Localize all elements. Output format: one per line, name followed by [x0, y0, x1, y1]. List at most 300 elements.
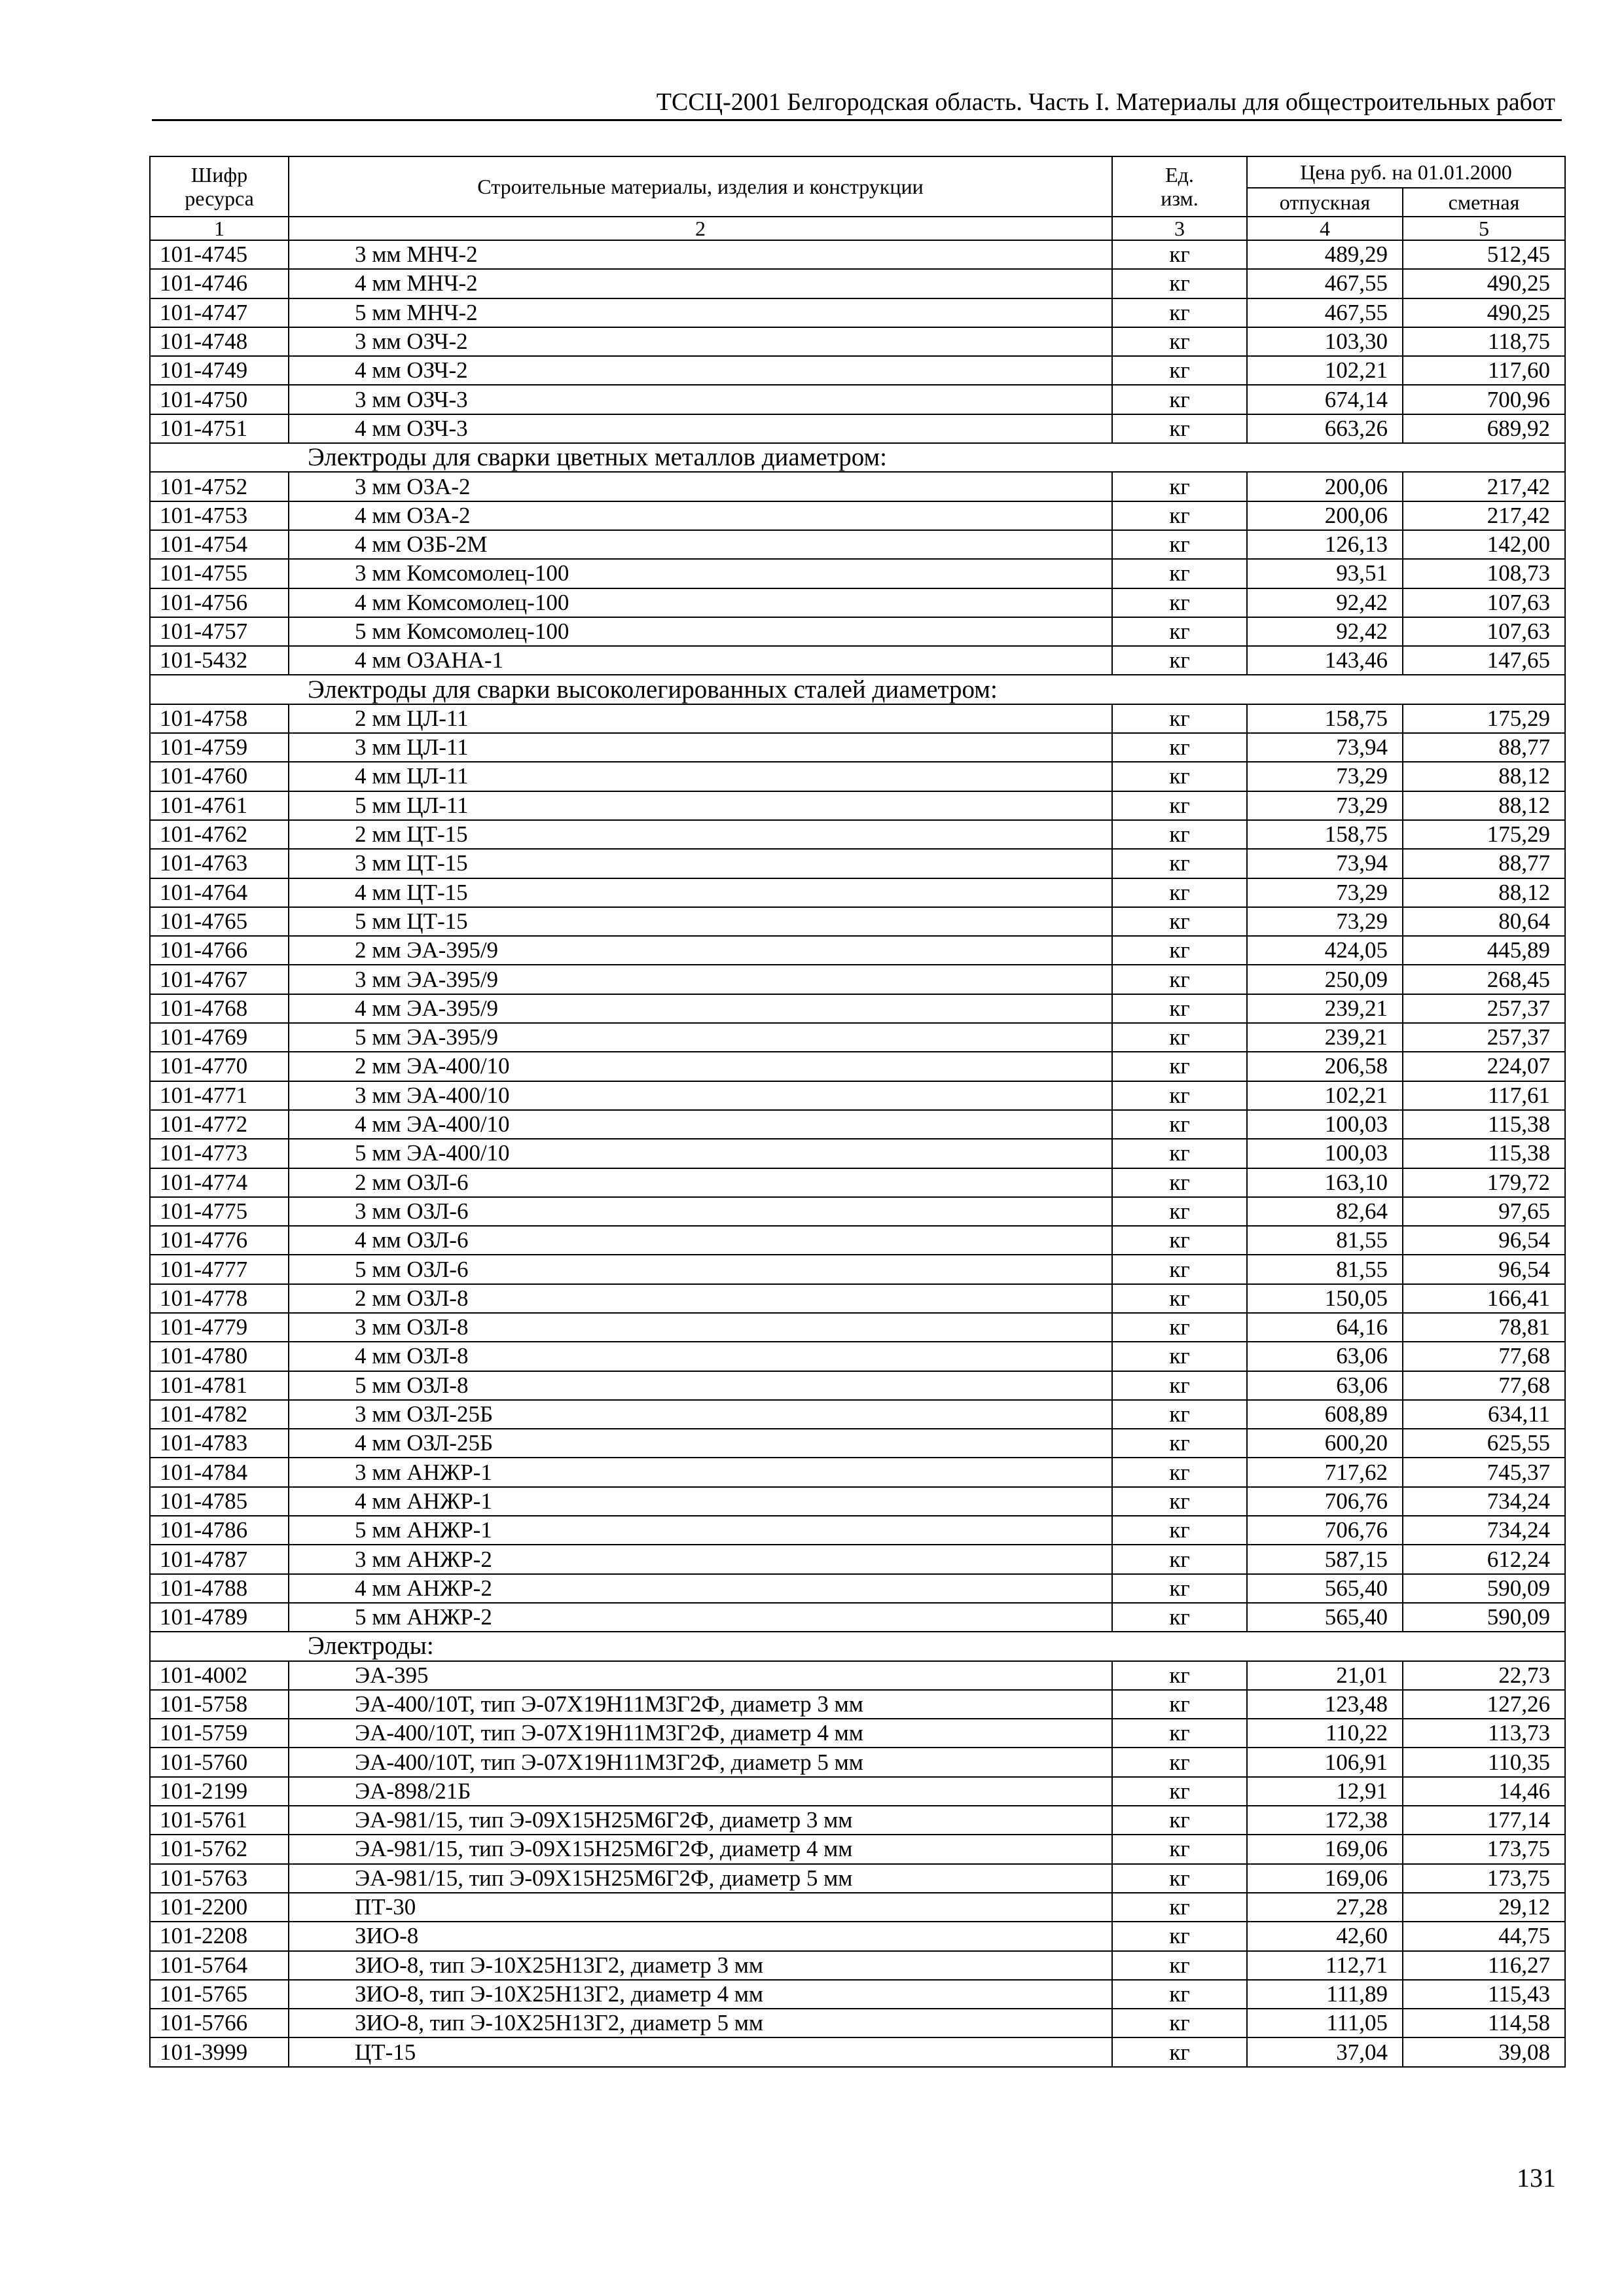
cell-code: 101-4746 [150, 269, 289, 298]
cell-name: 4 мм ОЗАНА-1 [289, 646, 1112, 675]
cell-code: 101-2200 [150, 1893, 289, 1922]
cell-name: 4 мм ЦЛ-11 [289, 762, 1112, 791]
cell-unit: кг [1112, 1226, 1247, 1255]
cell-release-price: 206,58 [1247, 1052, 1403, 1081]
cell-release-price: 100,03 [1247, 1110, 1403, 1139]
cell-code: 101-2199 [150, 1777, 289, 1806]
table-row [150, 472, 1565, 501]
cell-code: 101-4769 [150, 1023, 289, 1052]
cell-name: 3 мм ОЗЧ-3 [289, 385, 1112, 414]
cell-release-price: 467,55 [1247, 298, 1403, 327]
cell-code: 101-4789 [150, 1603, 289, 1632]
cell-unit: кг [1112, 1139, 1247, 1168]
cell-unit: кг [1112, 936, 1247, 965]
cell-code: 101-4770 [150, 1052, 289, 1081]
cell-estimate-price: 224,07 [1403, 1052, 1565, 1081]
cell-name: ЭА-898/21Б [289, 1777, 1112, 1806]
cell-estimate-price: 173,75 [1403, 1864, 1565, 1893]
cell-unit: кг [1112, 1719, 1247, 1748]
table-row [150, 2009, 1565, 2037]
cell-code: 101-4787 [150, 1545, 289, 1573]
cell-unit: кг [1112, 1052, 1247, 1081]
cell-unit: кг [1112, 1922, 1247, 1950]
table-row [150, 1545, 1565, 1573]
cell-unit: кг [1112, 617, 1247, 646]
cell-release-price: 239,21 [1247, 1023, 1403, 1052]
cell-code: 101-5764 [150, 1951, 289, 1980]
cell-release-price: 587,15 [1247, 1545, 1403, 1573]
table-body [150, 240, 1565, 2067]
cell-code: 101-4750 [150, 385, 289, 414]
cell-code: 101-4760 [150, 762, 289, 791]
cell-unit: кг [1112, 1429, 1247, 1458]
cell-estimate-price: 113,73 [1403, 1719, 1565, 1748]
table-row [150, 762, 1565, 791]
table-row [150, 530, 1565, 559]
cell-code: 101-4767 [150, 965, 289, 994]
cell-unit: кг [1112, 1458, 1247, 1486]
cell-unit: кг [1112, 1284, 1247, 1313]
cell-code: 101-5758 [150, 1690, 289, 1719]
cell-name: ЦТ-15 [289, 2037, 1112, 2066]
table-row [150, 1052, 1565, 1081]
cell-estimate-price: 29,12 [1403, 1893, 1565, 1922]
table-row [150, 1893, 1565, 1922]
cell-estimate-price: 22,73 [1403, 1661, 1565, 1690]
cell-estimate-price: 734,24 [1403, 1516, 1565, 1545]
cell-release-price: 81,55 [1247, 1226, 1403, 1255]
cell-release-price: 200,06 [1247, 501, 1403, 530]
cell-unit: кг [1112, 472, 1247, 501]
cell-estimate-price: 88,77 [1403, 733, 1565, 762]
table-row [150, 1777, 1565, 1806]
cell-name: 4 мм ОЗЧ-3 [289, 414, 1112, 443]
cell-release-price: 150,05 [1247, 1284, 1403, 1313]
cell-name: 5 мм ЭА-395/9 [289, 1023, 1112, 1052]
header-name: Строительные материалы, изделия и конструкции [289, 156, 1112, 217]
table-row [150, 1864, 1565, 1893]
cell-name: 4 мм ЭА-400/10 [289, 1110, 1112, 1139]
cell-name: 3 мм ОЗЛ-8 [289, 1313, 1112, 1342]
cell-estimate-price: 700,96 [1403, 385, 1565, 414]
table-row [150, 1110, 1565, 1139]
cell-release-price: 163,10 [1247, 1168, 1403, 1197]
header-estimate: сметная [1403, 188, 1565, 217]
cell-name: ЭА-400/10Т, тип Э-07Х19Н11М3Г2Ф, диаметр 4 мм [289, 1719, 1112, 1748]
cell-unit: кг [1112, 1516, 1247, 1545]
cell-estimate-price: 115,43 [1403, 1980, 1565, 2009]
table-row [150, 1371, 1565, 1400]
cell-release-price: 73,29 [1247, 878, 1403, 907]
table-row [150, 385, 1565, 414]
cell-code: 101-4758 [150, 704, 289, 733]
cell-estimate-price: 88,12 [1403, 791, 1565, 820]
cell-code: 101-4782 [150, 1400, 289, 1429]
cell-release-price: 81,55 [1247, 1255, 1403, 1283]
cell-unit: кг [1112, 1980, 1247, 2009]
cell-release-price: 565,40 [1247, 1574, 1403, 1603]
cell-estimate-price: 115,38 [1403, 1110, 1565, 1139]
cell-release-price: 674,14 [1247, 385, 1403, 414]
cell-unit: кг [1112, 530, 1247, 559]
cell-estimate-price: 116,27 [1403, 1951, 1565, 1980]
table-row [150, 588, 1565, 617]
table-row [150, 1342, 1565, 1371]
cell-estimate-price: 175,29 [1403, 704, 1565, 733]
table-row [150, 1226, 1565, 1255]
cell-name: 4 мм Комсомолец-100 [289, 588, 1112, 617]
cell-unit: кг [1112, 907, 1247, 936]
cell-code: 101-4775 [150, 1197, 289, 1226]
table-row [150, 1487, 1565, 1516]
table-row [150, 1458, 1565, 1486]
cell-code: 101-4759 [150, 733, 289, 762]
cell-estimate-price: 78,81 [1403, 1313, 1565, 1342]
table-row [150, 878, 1565, 907]
table-row [150, 791, 1565, 820]
cell-name: 5 мм Комсомолец-100 [289, 617, 1112, 646]
cell-unit: кг [1112, 965, 1247, 994]
cell-unit: кг [1112, 791, 1247, 820]
cell-estimate-price: 108,73 [1403, 559, 1565, 588]
cell-name: 2 мм ЦЛ-11 [289, 704, 1112, 733]
cell-estimate-price: 612,24 [1403, 1545, 1565, 1573]
cell-code: 101-4757 [150, 617, 289, 646]
table-row [150, 327, 1565, 356]
table-row [150, 1081, 1565, 1110]
cell-name: 2 мм ЦТ-15 [289, 820, 1112, 849]
cell-estimate-price: 490,25 [1403, 298, 1565, 327]
table-row [150, 994, 1565, 1023]
section-row [150, 1632, 1565, 1660]
cell-estimate-price: 97,65 [1403, 1197, 1565, 1226]
cell-release-price: 143,46 [1247, 646, 1403, 675]
cell-code: 101-4768 [150, 994, 289, 1023]
cell-name: 5 мм АНЖР-1 [289, 1516, 1112, 1545]
cell-release-price: 100,03 [1247, 1139, 1403, 1168]
table-row [150, 1429, 1565, 1458]
cell-estimate-price: 268,45 [1403, 965, 1565, 994]
cell-code: 101-4779 [150, 1313, 289, 1342]
cell-release-price: 158,75 [1247, 704, 1403, 733]
cell-release-price: 73,29 [1247, 907, 1403, 936]
cell-code: 101-4765 [150, 907, 289, 936]
cell-name: 5 мм АНЖР-2 [289, 1603, 1112, 1632]
cell-unit: кг [1112, 1110, 1247, 1139]
cell-name: 3 мм ЭА-395/9 [289, 965, 1112, 994]
cell-release-price: 169,06 [1247, 1835, 1403, 1863]
cell-release-price: 73,94 [1247, 733, 1403, 762]
table-row [150, 1255, 1565, 1283]
cell-code: 101-4772 [150, 1110, 289, 1139]
cell-unit: кг [1112, 240, 1247, 269]
cell-name: 2 мм ЭА-400/10 [289, 1052, 1112, 1081]
cell-estimate-price: 96,54 [1403, 1255, 1565, 1283]
cell-release-price: 467,55 [1247, 269, 1403, 298]
cell-code: 101-4774 [150, 1168, 289, 1197]
table-row [150, 1139, 1565, 1168]
cell-code: 101-4002 [150, 1661, 289, 1690]
cell-name: 3 мм МНЧ-2 [289, 240, 1112, 269]
cell-release-price: 706,76 [1247, 1487, 1403, 1516]
cell-name: 5 мм ОЗЛ-8 [289, 1371, 1112, 1400]
cell-estimate-price: 445,89 [1403, 936, 1565, 965]
cell-unit: кг [1112, 1574, 1247, 1603]
cell-unit: кг [1112, 588, 1247, 617]
cell-estimate-price: 590,09 [1403, 1574, 1565, 1603]
cell-estimate-price: 110,35 [1403, 1748, 1565, 1776]
table-row [150, 559, 1565, 588]
cell-name: ЭА-981/15, тип Э-09Х15Н25М6Г2Ф, диаметр 5 мм [289, 1864, 1112, 1893]
table-row [150, 1922, 1565, 1950]
table-header [150, 156, 1565, 240]
cell-unit: кг [1112, 704, 1247, 733]
cell-release-price: 21,01 [1247, 1661, 1403, 1690]
cell-unit: кг [1112, 646, 1247, 675]
cell-estimate-price: 107,63 [1403, 617, 1565, 646]
cell-estimate-price: 115,38 [1403, 1139, 1565, 1168]
cell-unit: кг [1112, 385, 1247, 414]
cell-estimate-price: 490,25 [1403, 269, 1565, 298]
cell-release-price: 63,06 [1247, 1371, 1403, 1400]
cell-code: 101-4788 [150, 1574, 289, 1603]
cell-name: ЗИО-8, тип Э-10Х25Н13Г2, диаметр 3 мм [289, 1951, 1112, 1980]
header-code: Шифр ресурса [150, 156, 289, 217]
cell-name: 4 мм МНЧ-2 [289, 269, 1112, 298]
cell-release-price: 37,04 [1247, 2037, 1403, 2066]
cell-code: 101-4762 [150, 820, 289, 849]
cell-estimate-price: 118,75 [1403, 327, 1565, 356]
table-row [150, 501, 1565, 530]
cell-estimate-price: 142,00 [1403, 530, 1565, 559]
cell-code: 101-4756 [150, 588, 289, 617]
cell-estimate-price: 179,72 [1403, 1168, 1565, 1197]
cell-estimate-price: 217,42 [1403, 501, 1565, 530]
cell-unit: кг [1112, 1313, 1247, 1342]
cell-unit: кг [1112, 820, 1247, 849]
cell-name: 3 мм ОЗЛ-25Б [289, 1400, 1112, 1429]
cell-release-price: 106,91 [1247, 1748, 1403, 1776]
cell-estimate-price: 634,11 [1403, 1400, 1565, 1429]
cell-code: 101-4749 [150, 356, 289, 385]
cell-release-price: 73,29 [1247, 762, 1403, 791]
cell-code: 101-5763 [150, 1864, 289, 1893]
table-row [150, 733, 1565, 762]
cell-unit: кг [1112, 1081, 1247, 1110]
cell-unit: кг [1112, 1255, 1247, 1283]
cell-name: 5 мм ОЗЛ-6 [289, 1255, 1112, 1283]
page-header [152, 80, 1562, 121]
cell-unit: кг [1112, 1864, 1247, 1893]
column-number: 5 [1403, 217, 1565, 240]
cell-unit: кг [1112, 1487, 1247, 1516]
table-row [150, 849, 1565, 878]
cell-estimate-price: 217,42 [1403, 472, 1565, 501]
cell-unit: кг [1112, 1661, 1247, 1690]
table-row [150, 1313, 1565, 1342]
cell-estimate-price: 117,60 [1403, 356, 1565, 385]
cell-code: 101-4771 [150, 1081, 289, 1110]
cell-unit: кг [1112, 501, 1247, 530]
cell-name: 4 мм АНЖР-2 [289, 1574, 1112, 1603]
cell-unit: кг [1112, 1603, 1247, 1632]
cell-name: 2 мм ОЗЛ-8 [289, 1284, 1112, 1313]
cell-estimate-price: 745,37 [1403, 1458, 1565, 1486]
cell-name: 3 мм ОЗЧ-2 [289, 327, 1112, 356]
table-row [150, 1835, 1565, 1863]
header-release: отпускная [1247, 188, 1403, 217]
cell-unit: кг [1112, 1893, 1247, 1922]
column-number: 1 [150, 217, 289, 240]
column-number: 4 [1247, 217, 1403, 240]
cell-release-price: 111,89 [1247, 1980, 1403, 2009]
cell-code: 101-5432 [150, 646, 289, 675]
cell-unit: кг [1112, 849, 1247, 878]
table-row [150, 1951, 1565, 1980]
cell-release-price: 82,64 [1247, 1197, 1403, 1226]
cell-name: 4 мм ОЗЛ-6 [289, 1226, 1112, 1255]
cell-release-price: 239,21 [1247, 994, 1403, 1023]
cell-name: 2 мм ОЗЛ-6 [289, 1168, 1112, 1197]
cell-name: 4 мм ЭА-395/9 [289, 994, 1112, 1023]
cell-estimate-price: 127,26 [1403, 1690, 1565, 1719]
cell-code: 101-4766 [150, 936, 289, 965]
cell-code: 101-4763 [150, 849, 289, 878]
cell-estimate-price: 689,92 [1403, 414, 1565, 443]
cell-release-price: 424,05 [1247, 936, 1403, 965]
cell-code: 101-4781 [150, 1371, 289, 1400]
table-row [150, 704, 1565, 733]
cell-estimate-price: 147,65 [1403, 646, 1565, 675]
cell-estimate-price: 77,68 [1403, 1371, 1565, 1400]
cell-unit: кг [1112, 2037, 1247, 2066]
cell-code: 101-4754 [150, 530, 289, 559]
cell-estimate-price: 590,09 [1403, 1603, 1565, 1632]
cell-estimate-price: 107,63 [1403, 588, 1565, 617]
cell-unit: кг [1112, 1545, 1247, 1573]
cell-release-price: 600,20 [1247, 1429, 1403, 1458]
table-row [150, 1168, 1565, 1197]
cell-release-price: 717,62 [1247, 1458, 1403, 1486]
cell-release-price: 73,94 [1247, 849, 1403, 878]
table-row [150, 1719, 1565, 1748]
cell-code: 101-5766 [150, 2009, 289, 2037]
cell-unit: кг [1112, 1835, 1247, 1863]
cell-release-price: 489,29 [1247, 240, 1403, 269]
section-title: Электроды для сварки высоколегированных сталей диаметром: [150, 675, 1565, 704]
cell-release-price: 172,38 [1247, 1806, 1403, 1835]
cell-name: 5 мм ЭА-400/10 [289, 1139, 1112, 1168]
cell-name: 3 мм АНЖР-2 [289, 1545, 1112, 1573]
cell-estimate-price: 257,37 [1403, 1023, 1565, 1052]
cell-code: 101-4748 [150, 327, 289, 356]
cell-release-price: 706,76 [1247, 1516, 1403, 1545]
cell-code: 101-4780 [150, 1342, 289, 1371]
table-row [150, 1603, 1565, 1632]
cell-name: 4 мм ОЗЧ-2 [289, 356, 1112, 385]
cell-name: 5 мм ЦТ-15 [289, 907, 1112, 936]
table-row [150, 2037, 1565, 2066]
table-row [150, 1980, 1565, 2009]
cell-unit: кг [1112, 1748, 1247, 1776]
cell-unit: кг [1112, 1806, 1247, 1835]
table-row [150, 1023, 1565, 1052]
cell-unit: кг [1112, 1690, 1247, 1719]
cell-name: ЗИО-8, тип Э-10Х25Н13Г2, диаметр 5 мм [289, 2009, 1112, 2037]
cell-name: 4 мм ОЗА-2 [289, 501, 1112, 530]
cell-code: 101-4786 [150, 1516, 289, 1545]
cell-name: 4 мм ОЗБ-2М [289, 530, 1112, 559]
cell-name: ПТ-30 [289, 1893, 1112, 1922]
cell-unit: кг [1112, 762, 1247, 791]
cell-name: 4 мм АНЖР-1 [289, 1487, 1112, 1516]
cell-estimate-price: 88,12 [1403, 878, 1565, 907]
table-row [150, 907, 1565, 936]
cell-release-price: 112,71 [1247, 1951, 1403, 1980]
cell-name: ЭА-981/15, тип Э-09Х15Н25М6Г2Ф, диаметр 4 мм [289, 1835, 1112, 1863]
column-numbers-row [150, 217, 1565, 240]
table-row [150, 936, 1565, 965]
cell-unit: кг [1112, 1197, 1247, 1226]
cell-name: ЭА-400/10Т, тип Э-07Х19Н11М3Г2Ф, диаметр 3 мм [289, 1690, 1112, 1719]
cell-unit: кг [1112, 559, 1247, 588]
table-row [150, 617, 1565, 646]
cell-code: 101-5762 [150, 1835, 289, 1863]
cell-unit: кг [1112, 2009, 1247, 2037]
table-row [150, 1661, 1565, 1690]
section-title: Электроды: [150, 1632, 1565, 1660]
cell-estimate-price: 173,75 [1403, 1835, 1565, 1863]
cell-estimate-price: 734,24 [1403, 1487, 1565, 1516]
cell-unit: кг [1112, 1777, 1247, 1806]
cell-name: 3 мм ОЗА-2 [289, 472, 1112, 501]
cell-code: 101-5765 [150, 1980, 289, 2009]
cell-name: 3 мм АНЖР-1 [289, 1458, 1112, 1486]
header-unit: Ед. изм. [1112, 156, 1247, 217]
cell-code: 101-4747 [150, 298, 289, 327]
cell-estimate-price: 88,77 [1403, 849, 1565, 878]
cell-code: 101-4753 [150, 501, 289, 530]
cell-name: 3 мм Комсомолец-100 [289, 559, 1112, 588]
cell-code: 101-4784 [150, 1458, 289, 1486]
cell-release-price: 42,60 [1247, 1922, 1403, 1950]
cell-unit: кг [1112, 414, 1247, 443]
cell-release-price: 102,21 [1247, 1081, 1403, 1110]
cell-name: ЗИО-8, тип Э-10Х25Н13Г2, диаметр 4 мм [289, 1980, 1112, 2009]
cell-release-price: 73,29 [1247, 791, 1403, 820]
cell-name: 3 мм ЦТ-15 [289, 849, 1112, 878]
cell-code: 101-5759 [150, 1719, 289, 1748]
cell-name: 5 мм ЦЛ-11 [289, 791, 1112, 820]
cell-unit: кг [1112, 1168, 1247, 1197]
cell-release-price: 64,16 [1247, 1313, 1403, 1342]
table-row [150, 269, 1565, 298]
cell-code: 101-4751 [150, 414, 289, 443]
cell-release-price: 608,89 [1247, 1400, 1403, 1429]
cell-release-price: 27,28 [1247, 1893, 1403, 1922]
cell-release-price: 92,42 [1247, 588, 1403, 617]
cell-estimate-price: 44,75 [1403, 1922, 1565, 1950]
cell-code: 101-5761 [150, 1806, 289, 1835]
cell-code: 101-4761 [150, 791, 289, 820]
cell-estimate-price: 114,58 [1403, 2009, 1565, 2037]
table-row [150, 240, 1565, 269]
cell-release-price: 111,05 [1247, 2009, 1403, 2037]
table-row [150, 1806, 1565, 1835]
table-row [150, 1400, 1565, 1429]
table-row [150, 1574, 1565, 1603]
cell-name: 4 мм ЦТ-15 [289, 878, 1112, 907]
